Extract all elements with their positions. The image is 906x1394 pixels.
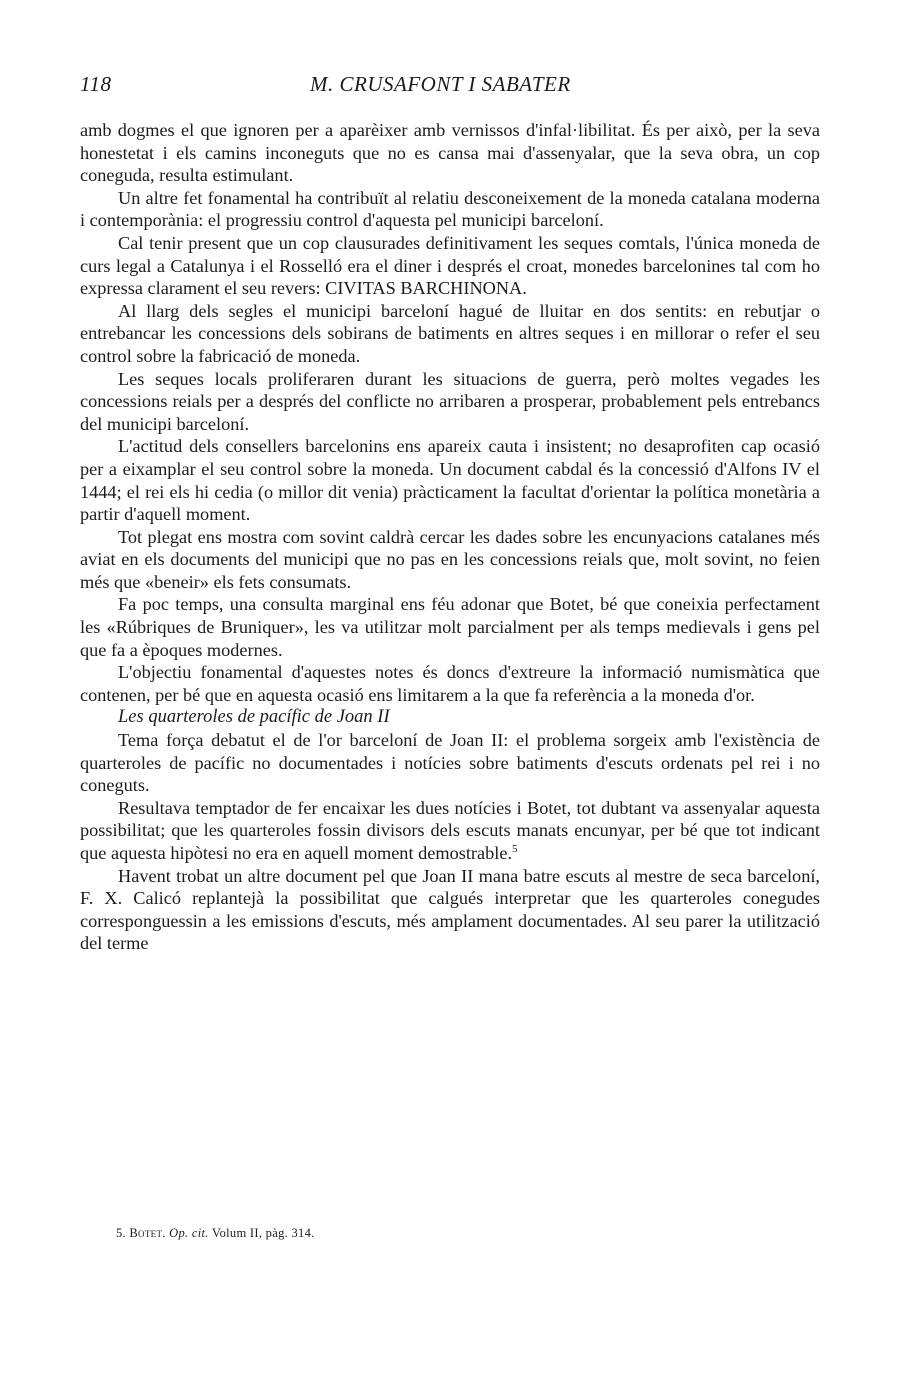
paragraph: Havent trobat un altre document pel que Joan II mana batre escuts al mestre de seca barceloní, F. X. Calicó replantejà la possibilitat que calgués interpretar que les quarteroles conegudes corresponguessin a les emissions d'escuts, més amplament documentades. Al seu parer la utilització del terme xyxy=(80,865,820,954)
paragraph: L'actitud dels consellers barcelonins ens apareix cauta i insistent; no desaprofiten cap ocasió per a eixamplar el seu control sobre la moneda. Un document cabdal és la concessió d'Alfons IV el 1444; el rei els hi cedia (o millor dit venia) pràcticament la facultat d'orientar la política monetària a partir d'aquell moment. xyxy=(80,436,820,525)
paragraph: amb dogmes el que ignoren per a aparèixer amb vernissos d'infal·libilitat. És per això, per la seva honestetat i els camins inconeguts que no es cansa mai d'assenyalar, que la seva obra, un cop coneguda, resulta estimulant. xyxy=(80,120,820,186)
paragraph: Tema força debatut el de l'or barceloní de Joan II: el problema sorgeix amb l'existència de quarteroles de pacífic no documentades i notícies sobre batiments d'escuts ordenats pel rei i no coneguts. xyxy=(80,730,820,796)
paragraph: Cal tenir present que un cop clausurades definitivament les seques comtals, l'única moneda de curs legal a Catalunya i el Rosselló era el diner i després el croat, monedes barcelonines tal com ho expressa clarament el seu revers: CIVITAS BARCHINONA. xyxy=(80,232,820,299)
body-text xyxy=(80,119,820,955)
paragraph-text: Resultava temptador de fer encaixar les dues notícies i Botet, tot dubtant va assenyalar aquesta possibilitat; que les quarteroles fossin divisors dels escuts manats encunyar, per bé que tot indicant que aquesta hipòtesi no era en aquell moment demostrable. xyxy=(80,797,820,863)
paragraph: Un altre fet fonamental ha contribuït al relatiu desconeixement de la moneda catalana moderna i contemporània: el progressiu control d'aquesta pel municipi barceloní. xyxy=(80,187,820,231)
paragraph: Les seques locals proliferaren durant les situacions de guerra, però moltes vegades les concessions reials per a després del conflicte no arribaren a prosperar, probablement pels entrebancs del municipi barceloní. xyxy=(80,368,820,434)
footnote-number: 5. xyxy=(116,1226,126,1240)
footnote xyxy=(116,1226,816,1241)
footnote-author: Botet. xyxy=(129,1226,166,1240)
paragraph: Fa poc temps, una consulta marginal ens féu adonar que Botet, bé que coneixia perfectament les «Rúbriques de Bruniquer», les va utilitzar molt parcialment per als temps medievals i gens pel que fa a èpoques modernes. xyxy=(80,594,820,660)
footnote-reference: Volum II, pàg. 314. xyxy=(211,1226,315,1240)
paragraph: Al llarg dels segles el municipi barceloní hagué de lluitar en dos sentits: en rebutjar o entrebancar les concessions dels sobirans de batiments en altres seques i en millorar o refer el seu control sobre la fabricació de moneda. xyxy=(80,300,820,366)
running-head: M. CRUSAFONT I SABATER xyxy=(310,72,571,96)
footnote-work: Op. cit. xyxy=(169,1226,209,1240)
paragraph: L'objectiu fonamental d'aquestes notes és doncs d'extreure la informació numismàtica que contenen, per bé que en aquesta ocasió ens limitarem a la que fa referència a la moneda d'or. xyxy=(80,662,820,705)
section-title: Les quarteroles de pacífic de Joan II xyxy=(118,707,390,728)
paragraph: Tot plegat ens mostra com sovint caldrà cercar les dades sobre les encunyacions catalanes més aviat en els documents del municipi que no pas en les concessions reials que, molt sovint, no feien més que «beneir» els fets consumats. xyxy=(80,526,820,592)
page-number: 118 xyxy=(80,72,112,96)
footnote-ref: 5 xyxy=(512,842,518,855)
paragraph xyxy=(80,797,820,865)
